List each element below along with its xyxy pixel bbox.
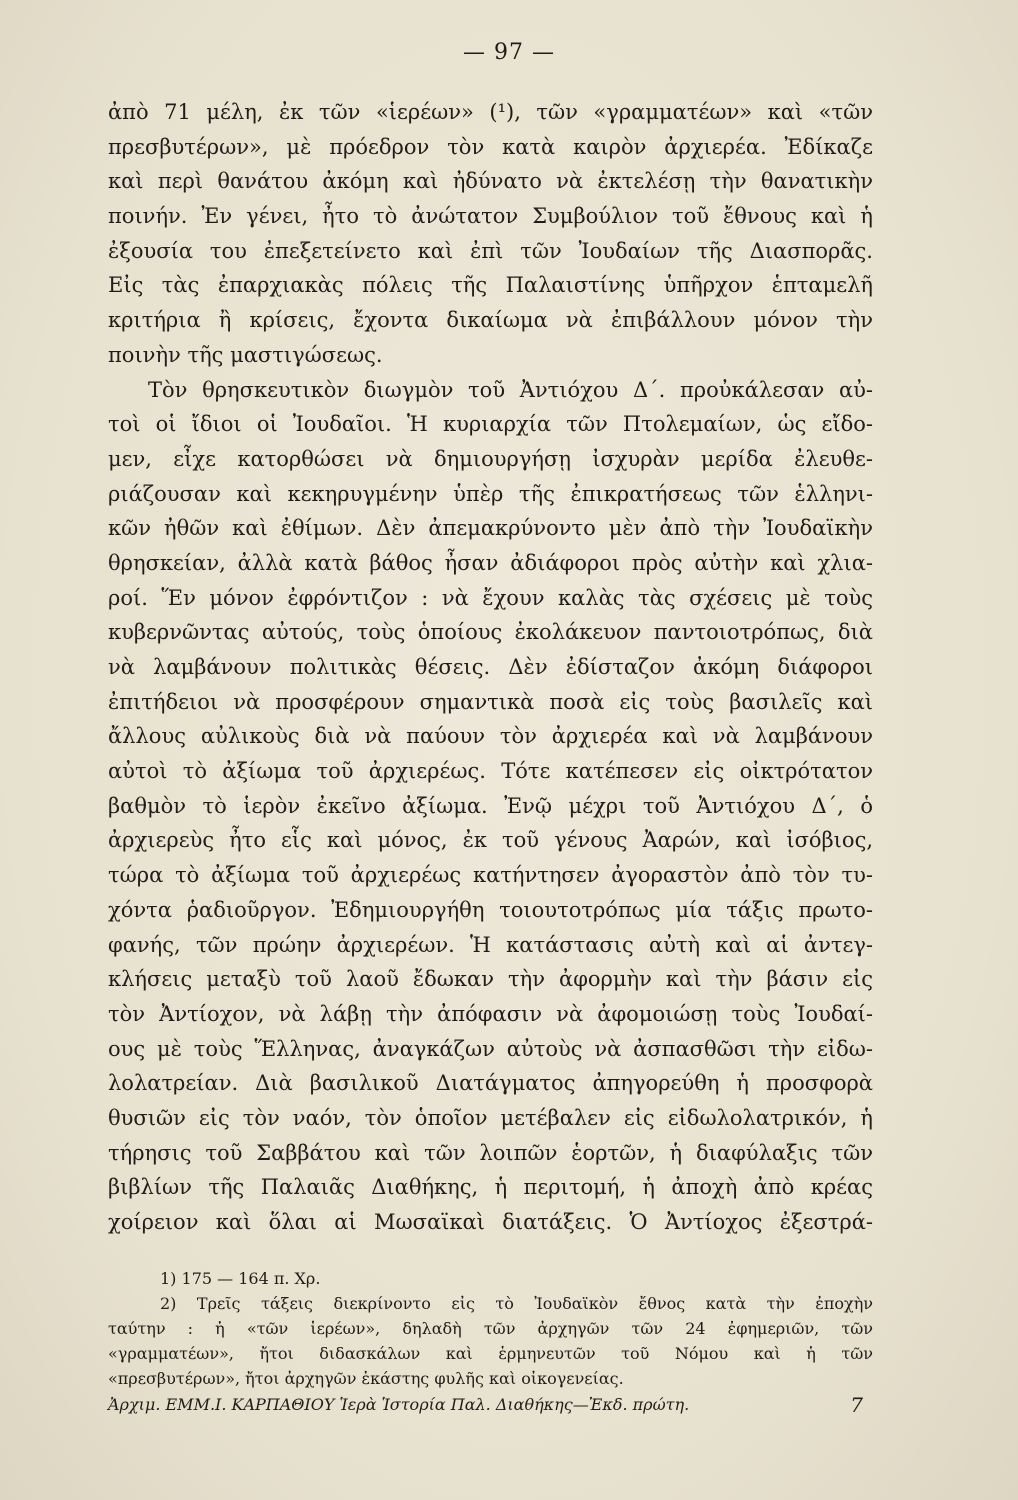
text-line: λολατρείαν. Διὰ βασιλικοῦ Διατάγματος ἀπηγορεύθη ἡ προσφορὰ bbox=[108, 1071, 873, 1096]
text-line: μεν, εἶχε κατορθώσει νὰ δημιουργήσῃ ἰσχυρὰν μερίδα ἐλευθε- bbox=[108, 446, 873, 471]
text-line: θρησκείαν, ἀλλὰ κατὰ βάθος ἦσαν ἀδιάφοροι πρὸς αὐτὴν καὶ χλια- bbox=[108, 550, 873, 575]
text-line: φανής, τῶν πρώην ἀρχιερέων. Ἡ κατάστασις αὐτὴ καὶ αἱ ἀντεγ- bbox=[108, 932, 873, 957]
text-line: ους μὲ τοὺς Ἕλληνας, ἀναγκάζων αὐτοὺς νὰ ἀσπασθῶσι τὴν εἰδω- bbox=[108, 1036, 873, 1061]
text-line: ροί. Ἕν μόνον ἐφρόντιζον : νὰ ἔχουν καλὰς τὰς σχέσεις μὲ τοὺς bbox=[108, 585, 873, 610]
signature-text: Ἀρχιμ. ΕΜΜ.Ι. ΚΑΡΠΑΘΙΟΥ Ἱερὰ Ἱστορία Παλ. Διαθήκης—Ἐκδ. πρώτη. bbox=[108, 1395, 690, 1414]
sheet-number: 7 bbox=[850, 1393, 863, 1417]
text-line: ἀπὸ 71 μέλη, ἐκ τῶν «ἱερέων» (¹), τῶν «γραμματέων» καὶ «τῶν bbox=[108, 100, 873, 124]
text-line: τήρησις τοῦ Σαββάτου καὶ τῶν λοιπῶν ἑορτῶν, ἡ διαφύλαξις τῶν bbox=[108, 1140, 873, 1165]
text-line: βιβλίων τῆς Παλαιᾶς Διαθήκης, ἡ περιτομή, ἡ ἀποχὴ ἀπὸ κρέας bbox=[108, 1175, 873, 1200]
text-line: νὰ λαμβάνουν πολιτικὰς θέσεις. Δὲν ἐδίσταζον ἀκόμη διάφοροι bbox=[108, 655, 873, 679]
text-line: πρεσβυτέρων», μὲ πρόεδρον τὸν κατὰ καιρὸν ἀρχιερέα. Ἐδίκαζε bbox=[108, 134, 873, 159]
footnotes bbox=[108, 1266, 873, 1391]
text-line: ἄλλους αὐλικοὺς διὰ νὰ παύουν τὸν ἀρχιερέα καὶ νὰ λαμβάνουν bbox=[108, 724, 873, 749]
text-line: τὸν Ἀντίοχον, νὰ λάβῃ τὴν ἀπόφασιν νὰ ἀφομοιώσῃ τοὺς Ἰουδαί- bbox=[108, 1001, 873, 1026]
text-line: χόντα ῥαδιοῦργον. Ἐδημιουργήθη τοιουτοτρόπως μία τάξις πρωτο- bbox=[108, 897, 873, 922]
footnote-2-line: «γραμματέων», ἤτοι διδασκάλων καὶ ἑρμηνευτῶν τοῦ Νόμου καὶ ἡ τῶν bbox=[108, 1344, 873, 1363]
text-line: κλήσεις μεταξὺ τοῦ λαοῦ ἔδωκαν τὴν ἀφορμὴν καὶ τὴν βάσιν εἰς bbox=[108, 967, 873, 992]
footnote-1: 1) 175 — 164 π. Χρ. bbox=[160, 1269, 321, 1288]
text-line: κριτήρια ἢ κρίσεις, ἔχοντα δικαίωμα νὰ ἐπιβάλλουν μόνον τὴν bbox=[108, 308, 873, 333]
page-number: — 97 — bbox=[463, 40, 555, 65]
text-line: κυβερνῶντας αὐτούς, τοὺς ὁποίους ἐκολάκευον παντοιοτρόπως, διὰ bbox=[108, 620, 873, 645]
footnote-2-line: ταύτην : ἡ «τῶν ἱερέων», δηλαδὴ τῶν ἀρχηγῶν τῶν 24 ἐφημεριῶν, τῶν bbox=[108, 1319, 873, 1338]
text-line: Εἰς τὰς ἐπαρχιακὰς πόλεις τῆς Παλαιστίνης ὑπῆρχον ἑπταμελῆ bbox=[108, 273, 873, 298]
text-line: κῶν ἠθῶν καὶ ἐθίμων. Δὲν ἀπεμακρύνοντο μὲν ἀπὸ τὴν Ἰουδαϊκὴν bbox=[108, 516, 873, 541]
text-line: ἐπιτήδειοι νὰ προσφέρουν σημαντικὰ ποσὰ εἰς τοὺς βασιλεῖς καὶ bbox=[108, 689, 873, 714]
text-line: αὐτοὶ τὸ ἀξίωμα τοῦ ἀρχιερέως. Τότε κατέπεσεν εἰς οἰκτρότατον bbox=[108, 759, 873, 784]
body-text bbox=[108, 95, 873, 1240]
text-line: βαθμὸν τὸ ἱερὸν ἐκεῖνο ἀξίωμα. Ἐνῷ μέχρι τοῦ Ἀντιόχου Δ΄, ὁ bbox=[108, 793, 873, 818]
text-line: θυσιῶν εἰς τὸν ναόν, τὸν ὁποῖον μετέβαλεν εἰς εἰδωλολατρικόν, ἡ bbox=[108, 1105, 873, 1130]
text-line: ἐξουσία του ἐπεξετείνετο καὶ ἐπὶ τῶν Ἰουδαίων τῆς Διασπορᾶς. bbox=[108, 238, 873, 263]
text-line: ἀρχιερεὺς ἦτο εἷς καὶ μόνος, ἐκ τοῦ γένους Ἀαρών, καὶ ἰσόβιος, bbox=[108, 828, 873, 853]
footnote-2-line: «πρεσβυτέρων», ἤτοι ἀρχηγῶν ἑκάστης φυλῆς καὶ οἰκογενείας. bbox=[108, 1369, 624, 1388]
text-line: χοίρειον καὶ ὅλαι αἱ Μωσαϊκαὶ διατάξεις. Ὁ Ἀντίοχος ἐξεστρά- bbox=[108, 1210, 873, 1234]
text-line: τώρα τὸ ἀξίωμα τοῦ ἀρχιερέως κατήντησεν ἀγοραστὸν ἀπὸ τὸν τυ- bbox=[108, 863, 873, 888]
text-line: ριάζουσαν καὶ κεκηρυγμένην ὑπὲρ τῆς ἐπικρατήσεως τῶν ἑλληνι- bbox=[108, 481, 873, 506]
footnote-2: 2) Τρεῖς τάξεις διεκρίνοντο εἰς τὸ Ἰουδαϊκὸν ἔθνος κατὰ τὴν ἐποχὴν bbox=[160, 1294, 873, 1313]
printer-signature bbox=[108, 1390, 873, 1420]
text-line: ποινήν. Ἐν γένει, ἦτο τὸ ἀνώτατον Συμβούλιον τοῦ ἔθνους καὶ ἡ bbox=[108, 204, 873, 229]
text-line: τοὶ οἱ ἴδιοι οἱ Ἰουδαῖοι. Ἡ κυριαρχία τῶν Πτολεμαίων, ὡς εἴδο- bbox=[108, 412, 873, 437]
text-line: καὶ περὶ θανάτου ἀκόμη καὶ ἠδύνατο νὰ ἐκτελέσῃ τὴν θανατικὴν bbox=[108, 169, 873, 194]
paragraph-start-line: Τὸν θρησκευτικὸν διωγμὸν τοῦ Ἀντιόχου Δ΄. προὐκάλεσαν αὐ- bbox=[148, 377, 873, 402]
text-line: ποινὴν τῆς μαστιγώσεως. bbox=[108, 342, 383, 367]
